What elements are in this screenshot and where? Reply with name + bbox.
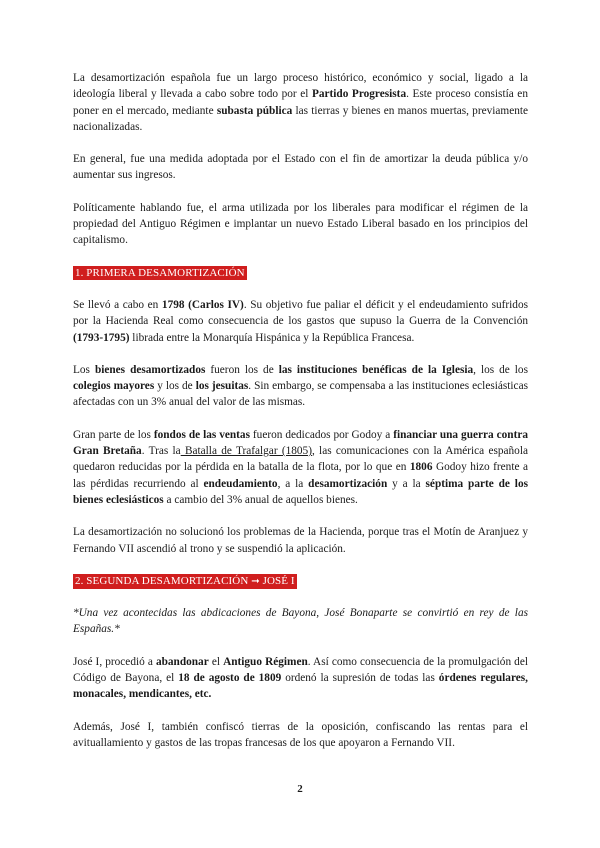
text-run: . Sin embargo, se compensaba a las instituciones eclesiásticas afectadas con un 3% anual del valor de las mismas.	[73, 380, 528, 409]
text-run: y a la	[387, 477, 426, 490]
text-run: La desamortización española fue un largo proceso histórico, económico y social, ligado a la ideología liberal y llevada a cabo sobre todo por el	[73, 72, 528, 101]
page-number: 2	[297, 783, 303, 795]
bold-run: 1806	[409, 461, 433, 474]
intro-paragraph-3: Políticamente hablando fue, el arma utilizada por los liberales para modificar el régimen de la propiedad del Antiguo Régimen e implantar un nuevo Estado Liberal basado en los principios del capitalismo.	[73, 201, 528, 247]
text-run: Gran parte de los	[73, 428, 154, 441]
section-2-heading	[73, 573, 528, 589]
text-run: Los	[73, 363, 95, 376]
text-run: Godoy hizo frente a las pérdidas recurriendo al	[73, 461, 528, 490]
heading-suffix: JOSÉ I	[262, 574, 295, 587]
text-run: las tierras y bienes en manos muertas, previamente nacionalizadas.	[73, 104, 529, 133]
text-run: . Tras la	[141, 445, 181, 458]
section-1-heading-label: 1. PRIMERA DESAMORTIZACIÓN	[75, 266, 245, 279]
text-run: José I, procedió a	[73, 655, 156, 668]
section-2-paragraph-1	[73, 654, 528, 703]
bold-run: Partido Progresista	[311, 88, 407, 101]
section-1-paragraph-2	[73, 362, 528, 411]
text-run: fueron los de	[205, 363, 279, 376]
text-run: Se llevó a cabo en	[73, 298, 162, 311]
bold-run: las instituciones benéficas de la Iglesia	[278, 363, 474, 376]
text-run: a cambio del 3% anual de aquellos bienes.	[163, 493, 358, 506]
bold-run: (1793-1795)	[73, 331, 130, 344]
page-content	[73, 70, 528, 751]
text-run: y los de	[154, 380, 196, 393]
text-run: el	[208, 655, 224, 668]
bold-run: fondos de las ventas	[153, 428, 250, 441]
section-1-paragraph-4: La desamortización no solucionó los problemas de la Hacienda, porque tras el Motín de Aranjuez y Fernando VII ascendió al trono y se suspendió la aplicación.	[73, 526, 528, 555]
bold-run: séptima parte de los bienes eclesiásticos	[73, 477, 528, 506]
section-2-note: *Una vez acontecidas las abdicaciones de Bayona, José Bonaparte se convirtió en rey de las Españas.*	[73, 607, 528, 636]
bold-run: 1798 (Carlos IV)	[161, 298, 244, 311]
heading-text: 2. SEGUNDA DESAMORTIZACIÓN	[75, 574, 249, 587]
section-1-heading	[73, 265, 528, 281]
text-run: . Su objetivo fue paliar el déficit y el endeudamiento sufridos por la Hacienda Real como consecuencia de los gastos que supuso la Guerra de la Convención	[73, 298, 528, 328]
bold-run: bienes desamortizados	[94, 363, 206, 376]
bold-run: órdenes regulares, monacales, mendicantes, etc.	[73, 672, 528, 701]
underlined-run: Batalla de Trafalgar (1805)	[180, 445, 312, 458]
text-run: fueron dedicados por Godoy a	[249, 428, 394, 441]
section-1-paragraph-3	[73, 427, 528, 508]
section-2-paragraph-2: Además, José I, también confiscó tierras de la oposición, confiscando las rentas para el avituallamiento y gastos de las tropas francesas de los que apoyaron a Fernando VII.	[73, 720, 528, 749]
text-run: . Así como consecuencia de la promulgación del Código de Bayona, el	[73, 655, 528, 685]
bold-run: endeudamiento	[203, 477, 278, 490]
bold-run: Antiguo Régimen	[223, 655, 308, 668]
bold-run: financiar una guerra contra Gran Bretaña	[73, 428, 528, 458]
bold-run: 18 de agosto de 1809	[178, 672, 282, 685]
bold-run: los jesuitas	[195, 380, 249, 393]
bold-run: colegios mayores	[73, 380, 155, 393]
bold-run: subasta pública	[216, 104, 293, 117]
intro-paragraph-1	[73, 70, 528, 135]
text-run: librada entre la Monarquía Hispánica y la República Francesa.	[129, 331, 415, 344]
section-2-heading-label	[73, 574, 297, 589]
text-run: . Este proceso consistía en poner en el mercado, mediante	[73, 88, 528, 117]
bold-run: desamortización	[308, 477, 388, 490]
text-run: , las comunicaciones con la América española quedaron reducidas por la pérdida en la batalla de la flota, por lo que en	[73, 445, 528, 474]
bold-run: abandonar	[155, 655, 209, 668]
text-run: , los de los	[473, 363, 528, 376]
text-run: , a la	[277, 477, 309, 490]
intro-paragraph-2: En general, fue una medida adoptada por el Estado con el fin de amortizar la deuda pública y/o aumentar sus ingresos.	[73, 153, 528, 182]
arrow-icon: ➞	[251, 575, 260, 587]
section-1-paragraph-1	[73, 297, 528, 346]
text-run: ordenó la supresión de todas las	[281, 672, 439, 685]
